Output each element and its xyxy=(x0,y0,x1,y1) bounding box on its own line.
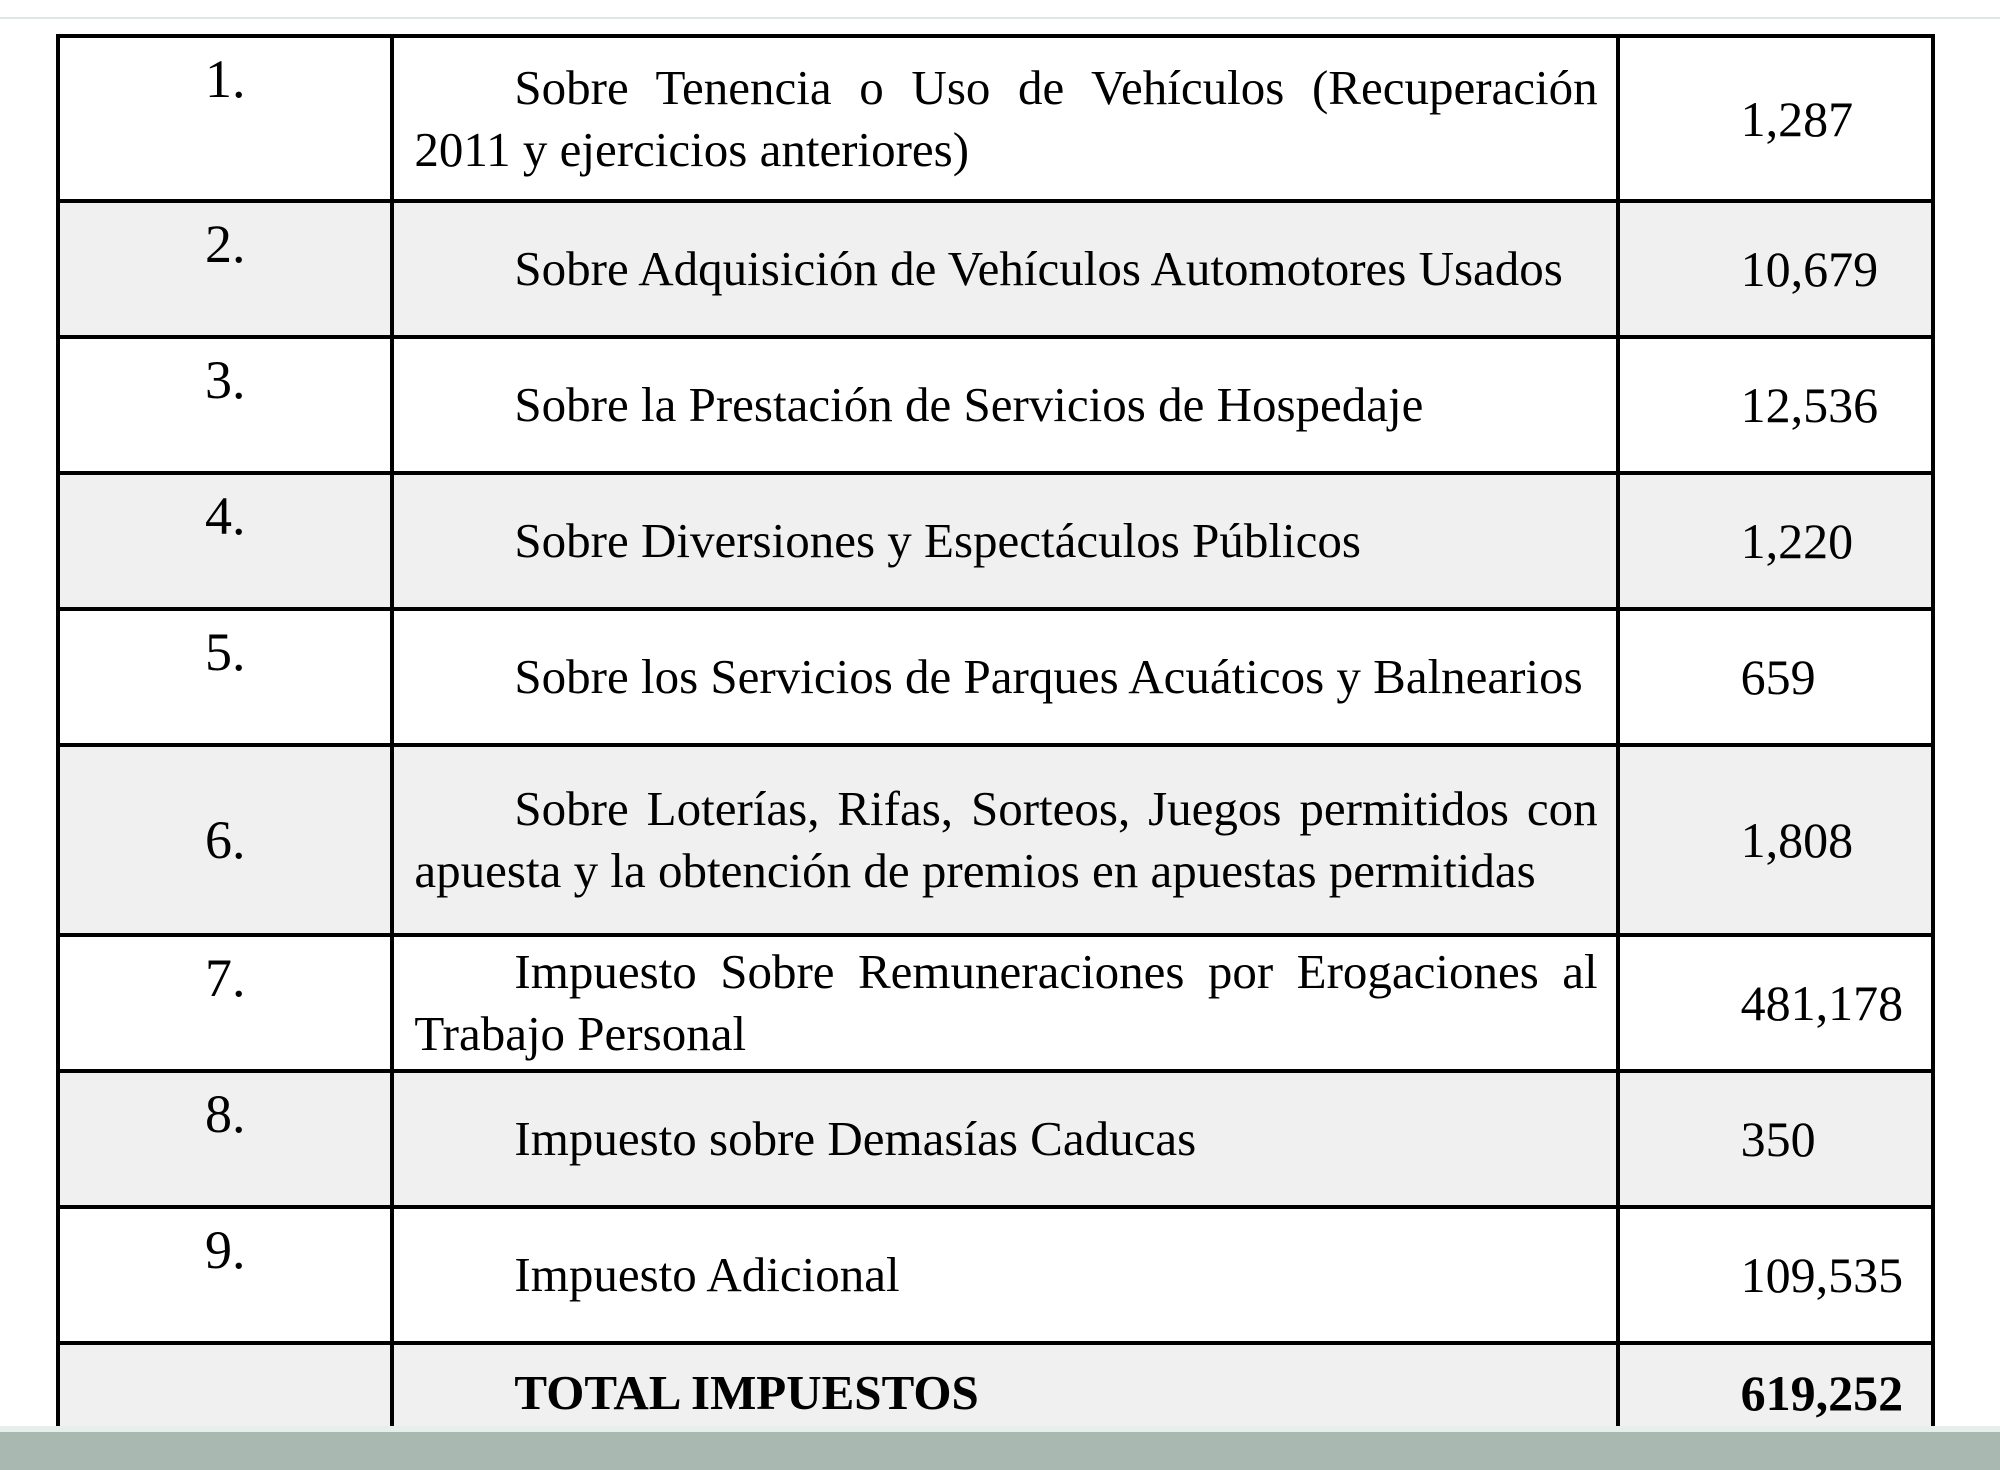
row-number: 7. xyxy=(58,935,392,1071)
table-row xyxy=(58,1207,1933,1343)
bottom-band xyxy=(0,1432,2000,1470)
row-description-text: Impuesto sobre Demasías Caducas xyxy=(514,1111,1197,1166)
table-row xyxy=(58,1071,1933,1207)
row-description-text: Impuesto Sobre Remuneraciones por Erogaciones al Trabajo Personal xyxy=(414,944,1598,1061)
row-description xyxy=(392,609,1617,745)
row-number: 3. xyxy=(58,337,392,473)
row-description xyxy=(392,745,1617,935)
row-description-text: Sobre los Servicios de Parques Acuáticos y Balnearios xyxy=(514,649,1583,704)
row-description xyxy=(392,473,1617,609)
row-description xyxy=(392,337,1617,473)
row-number: 2. xyxy=(58,201,392,337)
table-row xyxy=(58,473,1933,609)
tax-revenue-table xyxy=(56,34,1935,1445)
top-divider xyxy=(0,17,2000,19)
row-description xyxy=(392,36,1617,201)
row-amount: 10,679 xyxy=(1618,201,1933,337)
row-number: 5. xyxy=(58,609,392,745)
row-description-text: Sobre Loterías, Rifas, Sorteos, Juegos permitidos con apuesta y la obtención de premios en apuestas permitidas xyxy=(414,781,1598,898)
row-amount: 1,808 xyxy=(1618,745,1933,935)
table-row xyxy=(58,36,1933,201)
row-description-text: Sobre Adquisición de Vehículos Automotores Usados xyxy=(514,241,1563,296)
table-row xyxy=(58,935,1933,1071)
table-row xyxy=(58,337,1933,473)
row-description-text: Sobre la Prestación de Servicios de Hospedaje xyxy=(514,377,1424,432)
table-row xyxy=(58,609,1933,745)
row-number: 8. xyxy=(58,1071,392,1207)
row-description xyxy=(392,1071,1617,1207)
row-description xyxy=(392,201,1617,337)
table-row xyxy=(58,745,1933,935)
row-amount: 109,535 xyxy=(1618,1207,1933,1343)
row-amount: 350 xyxy=(1618,1071,1933,1207)
row-amount: 1,287 xyxy=(1618,36,1933,201)
row-description-text: Sobre Diversiones y Espectáculos Públicos xyxy=(514,513,1361,568)
total-amount: 619,252 xyxy=(1618,1343,1933,1443)
row-amount: 12,536 xyxy=(1618,337,1933,473)
row-amount: 481,178 xyxy=(1618,935,1933,1071)
row-number: 1. xyxy=(58,36,392,201)
row-description-text: Impuesto Adicional xyxy=(514,1247,900,1302)
row-number: 6. xyxy=(58,745,392,935)
row-amount: 659 xyxy=(1618,609,1933,745)
row-number: 9. xyxy=(58,1207,392,1343)
row-number: 4. xyxy=(58,473,392,609)
row-description xyxy=(392,935,1617,1071)
table-row xyxy=(58,201,1933,337)
row-description xyxy=(392,1207,1617,1343)
total-label-text: TOTAL IMPUESTOS xyxy=(514,1365,979,1420)
row-description-text: Sobre Tenencia o Uso de Vehículos (Recuperación 2011 y ejercicios anteriores) xyxy=(414,59,1598,177)
row-amount: 1,220 xyxy=(1618,473,1933,609)
